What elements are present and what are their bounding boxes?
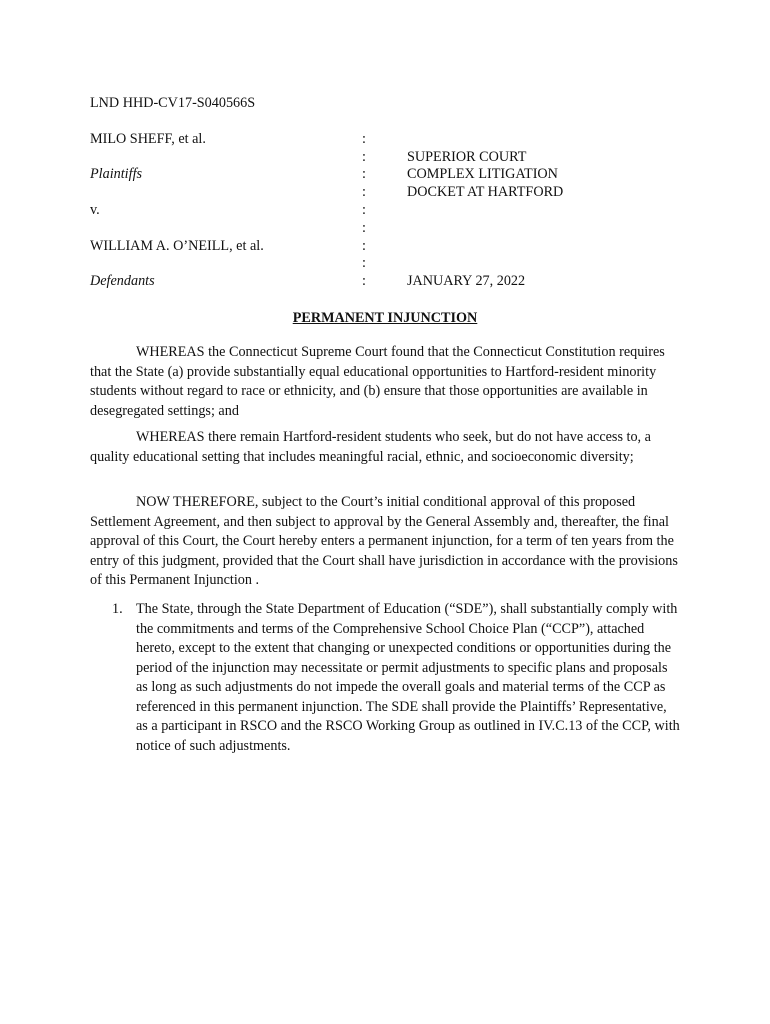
- caption-colon: :: [362, 238, 366, 254]
- paragraph-text: WHEREAS the Connecticut Supreme Court found that the Connecticut Constitution requires that the State (a) provide substantially equal educational opportunities to Hartford-resident minority students without regard to race or ethnicity, and (b) ensure that those opportunities are available in desegregated settings; and: [90, 344, 665, 419]
- caption-colon: :: [362, 184, 366, 200]
- caption-colon: :: [362, 149, 366, 165]
- court-name-line: SUPERIOR COURT: [407, 149, 527, 165]
- caption-colon: :: [362, 131, 366, 147]
- paragraph-text: NOW THEREFORE, subject to the Court’s initial conditional approval of this proposed Settlement Agreement, and then subject to approval by the General Assembly and, thereafter, the final approval of this Court, the Court hereby enters a permanent injunction, for a term of ten years from the entry of this judgment, provided that the Court shall have jurisdiction in accordance with the provisions of this Permanent Injunction .: [90, 494, 678, 588]
- caption-colon: :: [362, 166, 366, 182]
- caption-colon: :: [362, 255, 366, 271]
- defendant-role: Defendants: [90, 273, 155, 289]
- docket-number: LND HHD-CV17-S040566S: [90, 95, 256, 111]
- court-name-line: COMPLEX LITIGATION: [407, 166, 558, 182]
- now-therefore-paragraph: [90, 493, 680, 591]
- document-title: PERMANENT INJUNCTION: [292, 310, 478, 326]
- list-item-text: The State, through the State Department of Education (“SDE”), shall substantially comply with the commitments and terms of the Comprehensive School Choice Plan (“CCP”), attached hereto, except to the extent that changing or unexpected conditions or opportunities during the period of the injunction may necessitate or permit adjustments to specific plans and proposals as long as such adjustments do not impede the overall goals and material terms of the CCP as referenced in this permanent injunction. The SDE shall provide the Plaintiffs’ Representative, as a participant in RSCO and the RSCO Working Group as outlined in IV.C.13 of the CCP, with notice of such adjustments.: [136, 601, 680, 754]
- whereas-paragraph: [90, 428, 680, 467]
- whereas-paragraph: [90, 343, 680, 421]
- document-date: JANUARY 27, 2022: [407, 273, 526, 289]
- court-name-line: DOCKET AT HARTFORD: [407, 184, 564, 200]
- paragraph-text: WHEREAS there remain Hartford-resident students who seek, but do not have access to, a quality educational setting that includes meaningful racial, ethnic, and socioeconomic diversity;: [90, 429, 651, 465]
- caption-colon: :: [362, 220, 366, 236]
- versus-text: v.: [90, 202, 100, 218]
- plaintiff-role: Plaintiffs: [90, 166, 143, 182]
- list-item-number: 1.: [112, 601, 123, 617]
- caption-colon: :: [362, 202, 366, 218]
- caption-colon: :: [362, 273, 366, 289]
- plaintiff-name: MILO SHEFF, et al.: [90, 131, 206, 147]
- defendant-name: WILLIAM A. O’NEILL, et al.: [90, 238, 264, 254]
